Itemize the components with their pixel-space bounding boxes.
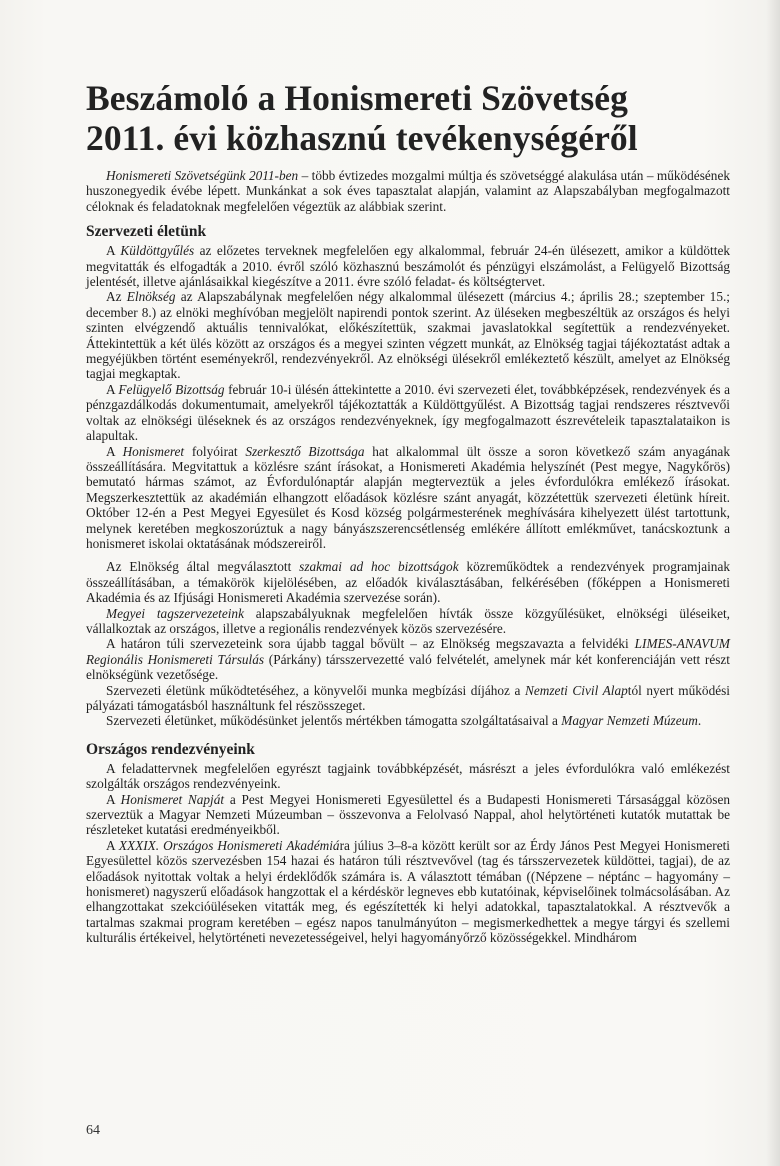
text: folyóirat <box>184 443 246 459</box>
text: hat alkalommal ült össze a soron következő szám anyagának összeállítására. Megvitattuk a közlésre szánt írásokat, a Honismereti Akadémia helyszínét (Pest megye, Nagykőrös) bemutató hármas számot, az Évfordulónaptár alapján megterveztük a jeles évfordulókra emlékező írásokat. Megszerkesztettük az akadémián elhangzott előadások közlésre szánt anyagát, közzétettük szervezeti életünk híreit. Október 12-én a Pest Megyei Egyesület és Kosd község polgármesterének meghívására kihelyezett ülést tartottunk, melynek keretében megkoszorúztuk a nagy bányászszerencsétlenség emlékére állított emlékművet, tanácskoztunk a honismeret iskolai oktatásának módszereiről. <box>86 443 730 551</box>
text: alapszabályuknak megfelelően hívták össze közgyűlésüket, elnökségi üléseiket, vállalkoztak az országos, illetve a regionális rendezvények közös szervezésére. <box>86 605 730 636</box>
text: ra július 3–8-a között került sor az Érdy János Pest Megyei Honismereti Egyesülettel közös szervezésben 154 hazai és határon túli résztvevővel (tag és társszervezetek küldöttei, tagjai), de az előadások nyitottak voltak a helyi érdeklődők számára is. A választott témában ((Népzene – néptánc – hagyomány – honismeret) nagyszerű előadások hangzottak el a kérdéskör legneves ebb kutatóinak, képviselőinek tolmácsolásában. Az elhangzottakat szekcióüléseken vitatták meg, és egészítették ki helyi adatokkal, tapasztalatokkal. A résztvevők a tartalmas szakmai program keretében – egész napos tanulmányúton – megismerkedhettek a megye tárgyi és szellemi kulturális értékeivel, helytörténeti nevezetességeivel, helyi hagyományőrző közösségekkel. Mindhárom <box>86 837 730 946</box>
text: A <box>106 837 119 853</box>
text: A <box>106 381 119 397</box>
paragraph-presidium <box>86 289 730 381</box>
text: Az <box>106 289 127 305</box>
text: A feladattervnek megfelelően egyrészt tagjaink továbbképzését, másrészt a jeles évfordulókra való emlékezést szolgálták országos rendezvényeink. <box>86 760 730 792</box>
paragraph-cross-border <box>86 636 730 682</box>
text: tól nyert működési pályázati támogatásból használtunk fel részösszeget. <box>86 682 730 713</box>
italic-term: LIMES-ANAVUM Regionális Honismereti Társulás <box>86 636 730 667</box>
paragraph-ad-hoc-committees <box>86 559 730 605</box>
paragraph-editorial-board <box>86 444 730 552</box>
text: Szervezeti életünk működtetéséhez, a könyvelői munka megbízási díjához a <box>106 682 525 698</box>
text: A <box>106 243 121 259</box>
paragraph-supervisory-board <box>86 382 730 444</box>
text: február 10-i ülésén áttekintette a 2010. évi szervezeti élet, továbbképzések, rendezvények és a pénzgazdálkodás dokumentumait, amelyekről tájékoztatták a Küldöttgyűlést. A Bizottság tagjai rendszeres résztvevői voltak az elnökségi üléseknek és az országos rendezvényeknek, így megfogalmazott észrevételeik tapasztalataikon is alapultak. <box>86 381 730 444</box>
text: a Pest Megyei Honismereti Egyesülettel és a Budapesti Honismereti Társasággal közösen szerveztük a Magyar Nemzeti Múzeumban – összevonva a Felolvasó Nappal, ahol helytörténeti kutatók mutattak be részleteket kutatási eredményeikből. <box>86 791 730 838</box>
text: az előzetes terveknek megfelelően egy alkalommal, február 24-én ülésezett, amikor a küldöttek megvitatták és elfogadták a 2010. évről szóló közhasznú beszámolót és pénzügyi elszámolást, a Felügyelő Bizottság jelentését, illetve ajánlásaikkal kiegészítve a 2011. évre szóló feladat- és költségtervet. <box>86 243 730 290</box>
lead-italic: Honismereti Szövetségünk 2011-ben <box>106 168 299 183</box>
italic-term: Nemzeti Civil Alap <box>525 682 628 698</box>
italic-term: szakmai ad hoc bizottságok <box>299 559 459 575</box>
lead-paragraph <box>86 168 730 214</box>
page-edge-shadow <box>766 0 780 1166</box>
text: A <box>106 443 123 459</box>
paragraph-events-intro <box>86 761 730 792</box>
lead-text: – több évtizedes mozgalmi múltja és szövetséggé alakulása után – működésének huszonegyedik évébe lépett. Munkánkat a sok éves tapasztalat alapján, valamint az Alapszabályban megfogalmazott céloknak és feladatoknak megfelelően végeztük az alábbiak szerint. <box>86 168 730 214</box>
italic-term: Küldöttgyűlés <box>120 243 195 259</box>
text: Szervezeti életünket, működésünket jelentős mértékben támogatta szolgáltatásaival a <box>106 713 562 729</box>
italic-term: Megyei tagszervezeteink <box>106 605 244 621</box>
paragraph-delegates-meeting <box>86 243 730 289</box>
paragraph-museum-support <box>86 713 730 728</box>
paragraph-academy <box>86 838 730 946</box>
italic-term: Honismeret Napját <box>120 791 225 807</box>
title-line-2: 2011. évi közhasznú tevékenységéről <box>86 118 638 158</box>
title-line-1: Beszámoló a Honismereti Szövetség <box>86 78 628 118</box>
italic-term: Elnökség <box>126 289 176 305</box>
article-title <box>86 78 730 158</box>
text: (Párkány) társszervezetté való felvételét, amelynek már két konferenciáján vett részt elnökségünk vezetősége. <box>86 651 730 683</box>
article <box>86 78 730 946</box>
page-number: 64 <box>86 1123 100 1138</box>
italic-term: XXXIX. Országos Honismereti Akadémiá <box>118 837 340 853</box>
paragraph-funding <box>86 683 730 714</box>
text: . <box>697 713 702 729</box>
section-heading-organizational-life: Szervezeti életünk <box>86 223 207 241</box>
italic-term: Felügyelő Bizottság <box>118 381 225 397</box>
paragraph-county-members <box>86 606 730 637</box>
section-heading-national-events: Országos rendezvényeink <box>86 740 255 758</box>
italic-term: Szerkesztő Bizottsága <box>245 443 365 459</box>
text: Az Elnökség által megválasztott <box>106 559 300 575</box>
paragraph-local-history-day <box>86 792 730 838</box>
italic-term: Honismeret <box>122 443 185 459</box>
text: A határon túli szervezeteink sora újabb taggal bővült – az Elnökség megszavazta a felvidéki <box>106 636 635 652</box>
italic-term: Magyar Nemzeti Múzeum <box>561 713 698 729</box>
text: közreműködtek a rendezvények programjainak összeállításában, a témakörök kijelölésében, az előadók kiválasztásában, felkérésében (főképpen a Honismereti Akadémia és az Ifjúsági Honismereti Akadémia szervezése során). <box>86 559 731 606</box>
text: A <box>106 791 121 807</box>
text: az Alapszabálynak megfelelően négy alkalommal ülésezett (március 4.; április 28.; szeptember 15.; december 8.) az elnöki meghívóban megjelölt napirendi pontok szerint. Az üléseken megbeszéltük az országos és helyi szinten elvégzendő aktuális tennivalókat, előkészítettük, szakmai javaslatokkal segítettük a rendezvényeket. Áttekintettük a két ülés között az országos és a megyei szinten végzett munkát, az Elnökség tagjai tájékoztatást adtak a megyéjükben történt eseményekről, rendezvényekről. Az elnökségi ülésekről emlékeztető készült, amelyet az Elnökség tagjai megkaptak. <box>86 289 730 382</box>
